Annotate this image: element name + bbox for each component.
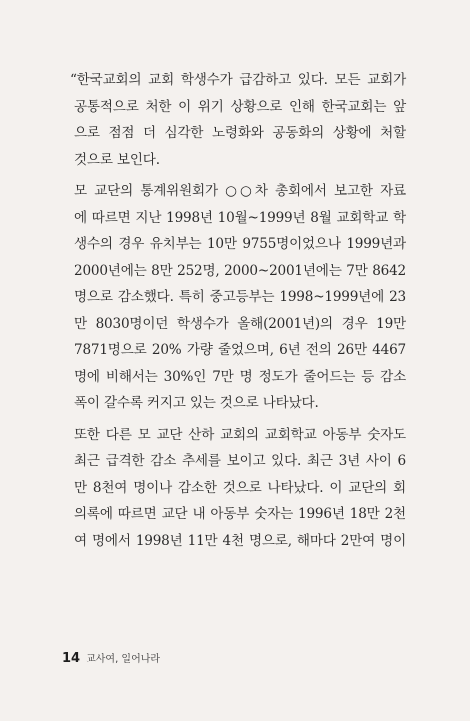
text-line: 것으로 보인다.	[74, 151, 160, 168]
paragraph-2	[74, 178, 406, 417]
page-footer	[62, 650, 160, 666]
text-line: 생수의 경우 유치부는 10만 9755명이었으나 1999년과	[74, 236, 406, 252]
running-title: 교사여, 일어나라	[86, 654, 161, 665]
text-line: 2000년에는 8만 252명, 2000~2001년에는 7만 8642	[74, 262, 406, 279]
text-line: 의록에 따르면 교단 내 아동부 숫자는 1996년 18만 2천	[74, 506, 406, 522]
text-line: 만 8030명이던 학생수가 올해(2001년)의 경우 19만	[74, 315, 406, 332]
text-line: 폭이 갈수록 커지고 있는 것으로 나타났다.	[74, 395, 319, 411]
text-line: 또한 다른 모 교단 산하 교회의 교회학교 아동부 숫자도	[74, 426, 406, 443]
page-number: 14	[62, 651, 81, 666]
text-line: 명에 비해서는 30%인 7만 명 정도가 줄어드는 등 감소	[74, 368, 406, 385]
text-line: “한국교회의 교회 학생수가 급감하고 있다. 모든 교회가	[70, 72, 406, 88]
text-line: 여 명에서 1998년 11만 4천 명으로, 해마다 2만여 명이	[74, 532, 406, 549]
text-line: 명으로 감소했다. 특히 중고등부는 1998~1999년에 23	[74, 289, 406, 305]
paragraph-1	[70, 67, 406, 173]
paragraph-3	[74, 422, 406, 555]
text-line: 모 교단의 통계위원회가 ○○차 총회에서 보고한 자료	[74, 183, 406, 199]
text-line: 공통적으로 처한 이 위기 상황으로 인해 한국교회는 앞	[74, 98, 406, 115]
text-line: 에 따르면 지난 1998년 10월~1999년 8월 교회학교 학	[74, 209, 406, 226]
text-line: 최근 급격한 감소 추세를 보이고 있다. 최근 3년 사이 6	[74, 453, 406, 469]
body-text	[70, 67, 406, 554]
text-line: 7871명으로 20% 가량 줄었으며, 6년 전의 26만 4467	[74, 342, 406, 358]
text-line: 만 8천여 명이나 감소한 것으로 나타났다. 이 교단의 회	[74, 479, 406, 496]
text-line: 으로 점점 더 심각한 노령화와 공동화의 상황에 처할	[74, 125, 406, 141]
